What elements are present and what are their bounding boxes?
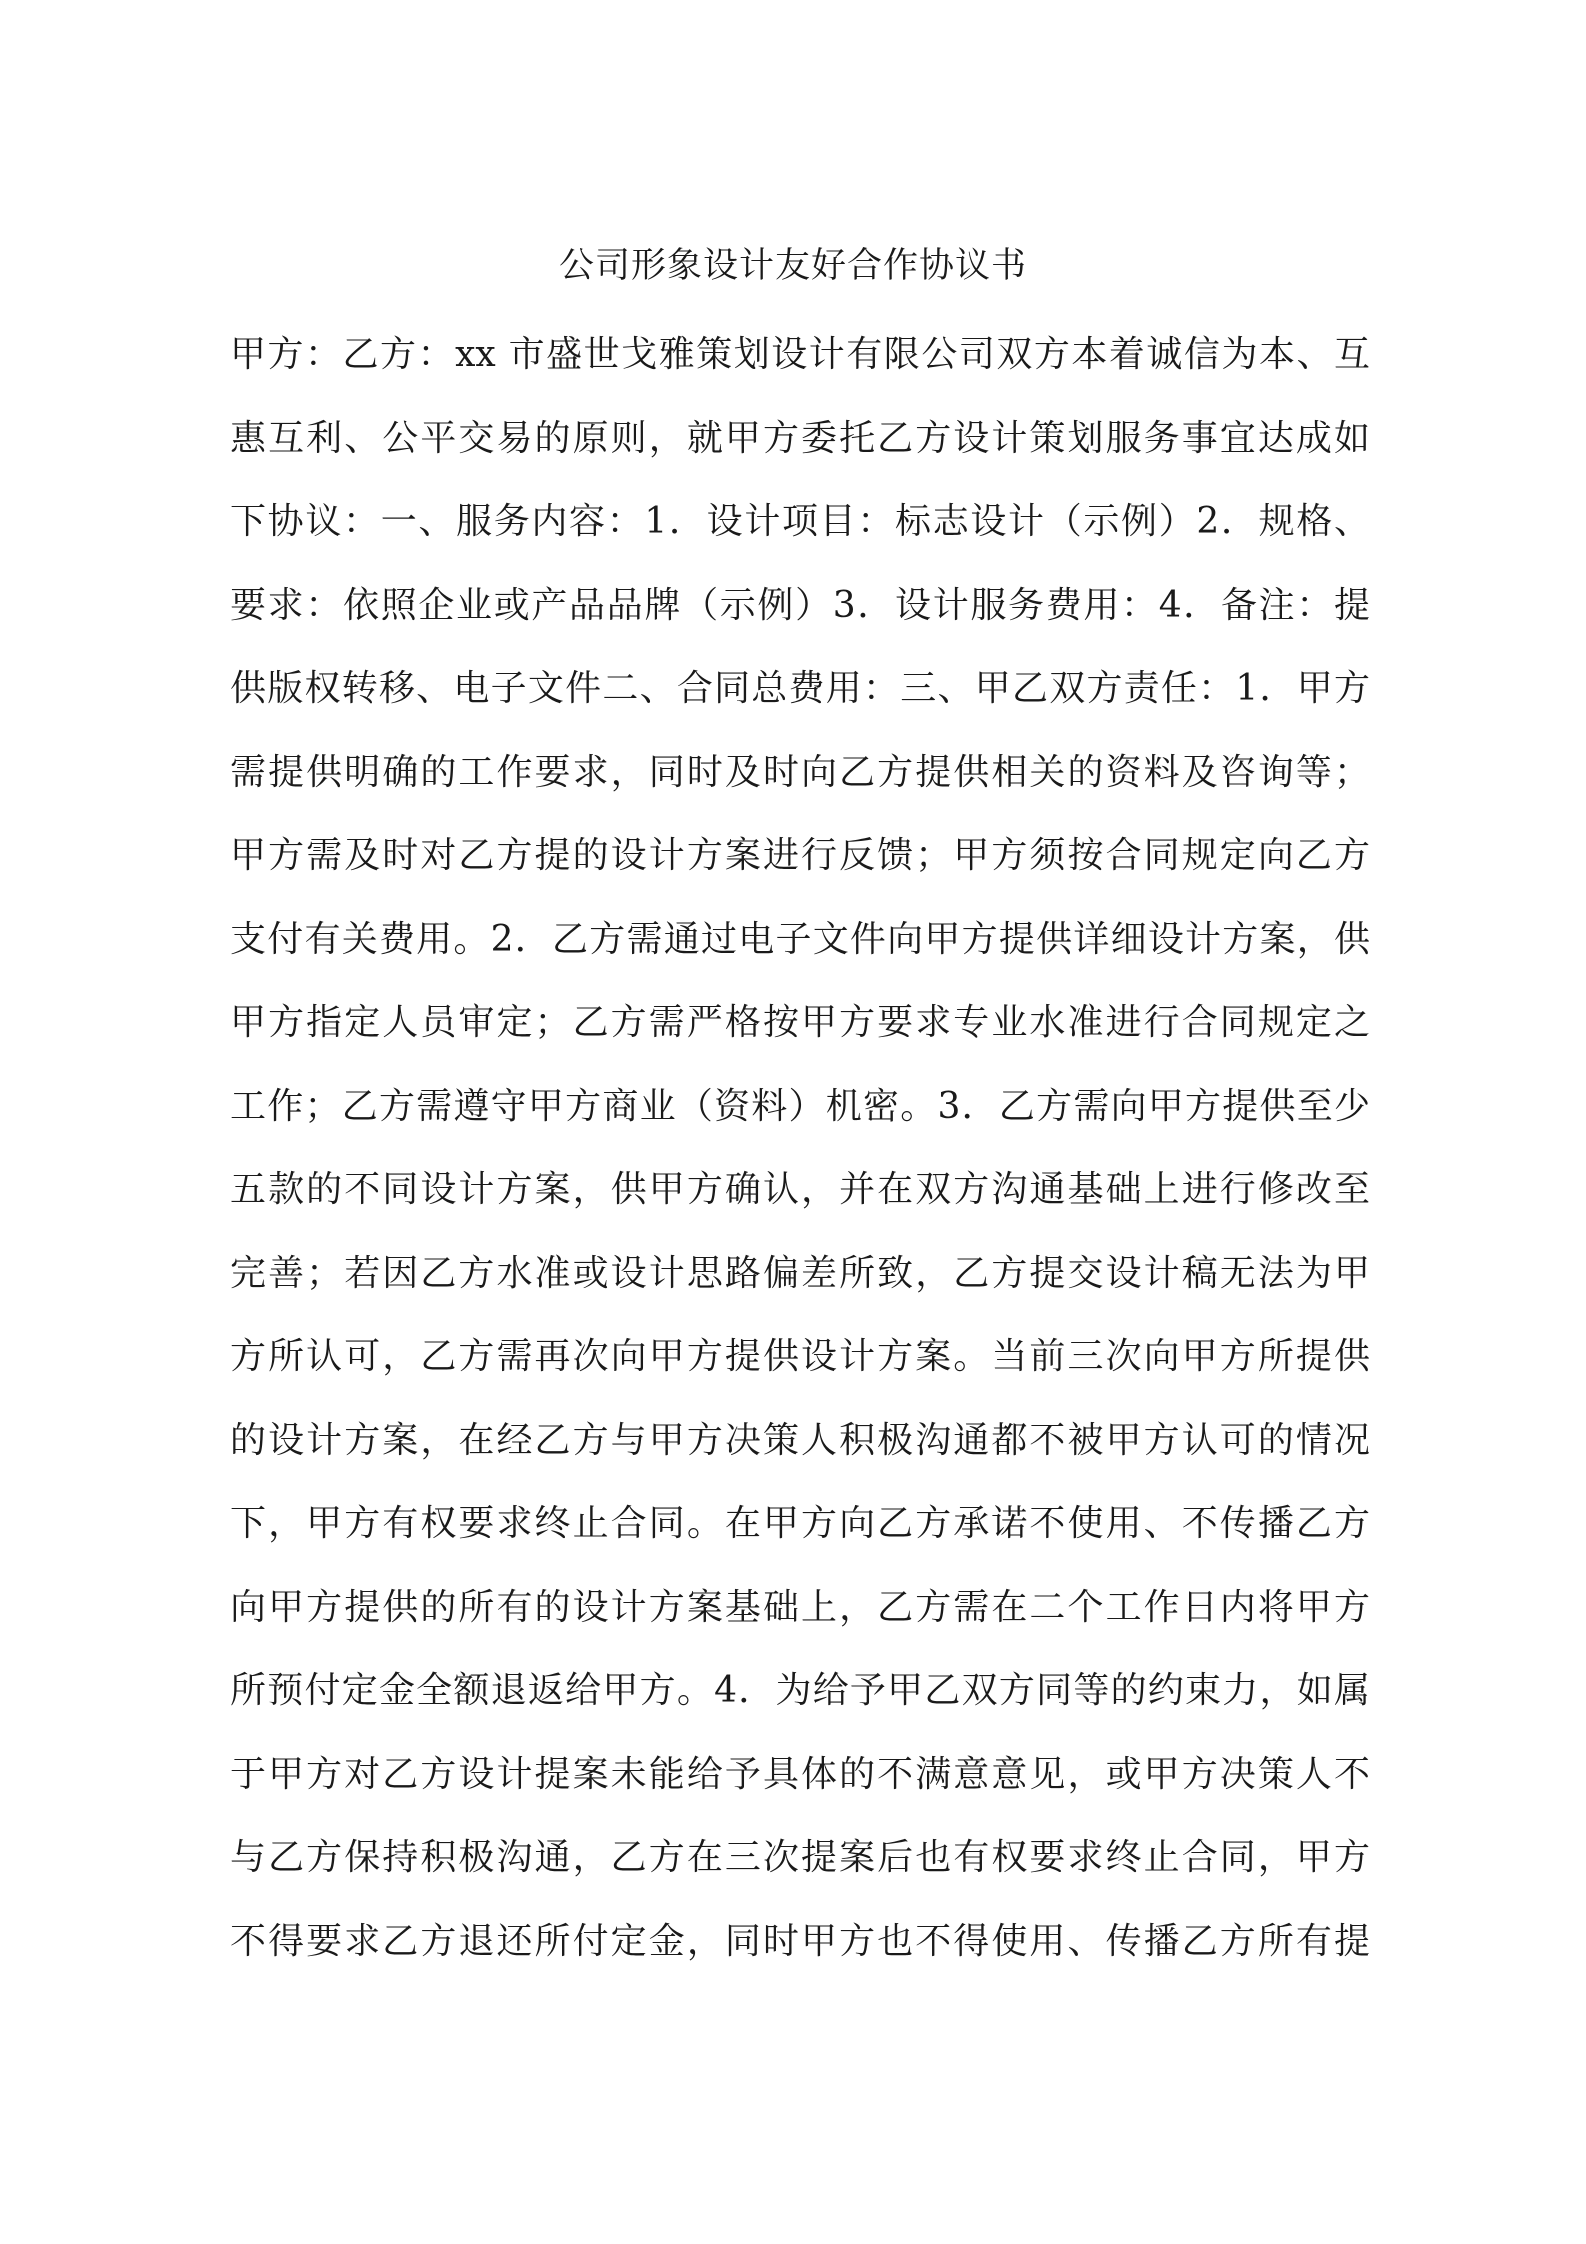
body-line: 甲方：乙方：xx 市盛世戈雅策划设计有限公司双方本着诚信为本、互 (230, 334, 1370, 375)
document-body (230, 325, 1370, 1995)
body-line: 不得要求乙方退还所付定金，同时甲方也不得使用、传播乙方所有提 (230, 1920, 1370, 1962)
body-line: 完善；若因乙方水准或设计思路偏差所致，乙方提交设计稿无法为甲 (230, 1252, 1370, 1294)
body-line: 与乙方保持积极沟通，乙方在三次提案后也有权要求终止合同，甲方 (230, 1837, 1370, 1878)
body-line: 的设计方案，在经乙方与甲方决策人积极沟通都不被甲方认可的情况 (230, 1419, 1370, 1461)
body-line: 下，甲方有权要求终止合同。在甲方向乙方承诺不使用、不传播乙方 (230, 1503, 1370, 1544)
body-line: 于甲方对乙方设计提案未能给予具体的不满意意见，或甲方决策人不 (230, 1753, 1370, 1795)
body-line: 五款的不同设计方案，供甲方确认，并在双方沟通基础上进行修改至 (230, 1169, 1370, 1210)
document-title: 公司形象设计友好合作协议书 (558, 246, 1027, 286)
body-line: 要求：依照企业或产品品牌（示例）3．设计服务费用：4．备注：提 (230, 584, 1370, 626)
body-line: 需提供明确的工作要求，同时及时向乙方提供相关的资料及咨询等； (230, 751, 1370, 793)
body-line: 下协议：一、服务内容：1．设计项目：标志设计（示例）2．规格、 (230, 501, 1370, 542)
body-line: 向甲方提供的所有的设计方案基础上，乙方需在二个工作日内将甲方 (230, 1586, 1370, 1628)
body-line: 供版权转移、电子文件二、合同总费用：三、甲乙双方责任：1．甲方 (230, 668, 1370, 709)
body-line: 工作；乙方需遵守甲方商业（资料）机密。3．乙方需向甲方提供至少 (230, 1085, 1370, 1127)
body-line: 惠互利、公平交易的原则，就甲方委托乙方设计策划服务事宜达成如 (230, 417, 1370, 459)
body-line: 甲方需及时对乙方提的设计方案进行反馈；甲方须按合同规定向乙方 (230, 835, 1370, 876)
body-line: 支付有关费用。2．乙方需通过电子文件向甲方提供详细设计方案，供 (230, 918, 1370, 960)
body-line: 所预付定金全额退返给甲方。4．为给予甲乙双方同等的约束力，如属 (230, 1670, 1370, 1711)
body-line: 方所认可，乙方需再次向甲方提供设计方案。当前三次向甲方所提供 (230, 1336, 1370, 1377)
body-line: 甲方指定人员审定；乙方需严格按甲方要求专业水准进行合同规定之 (230, 1002, 1370, 1043)
